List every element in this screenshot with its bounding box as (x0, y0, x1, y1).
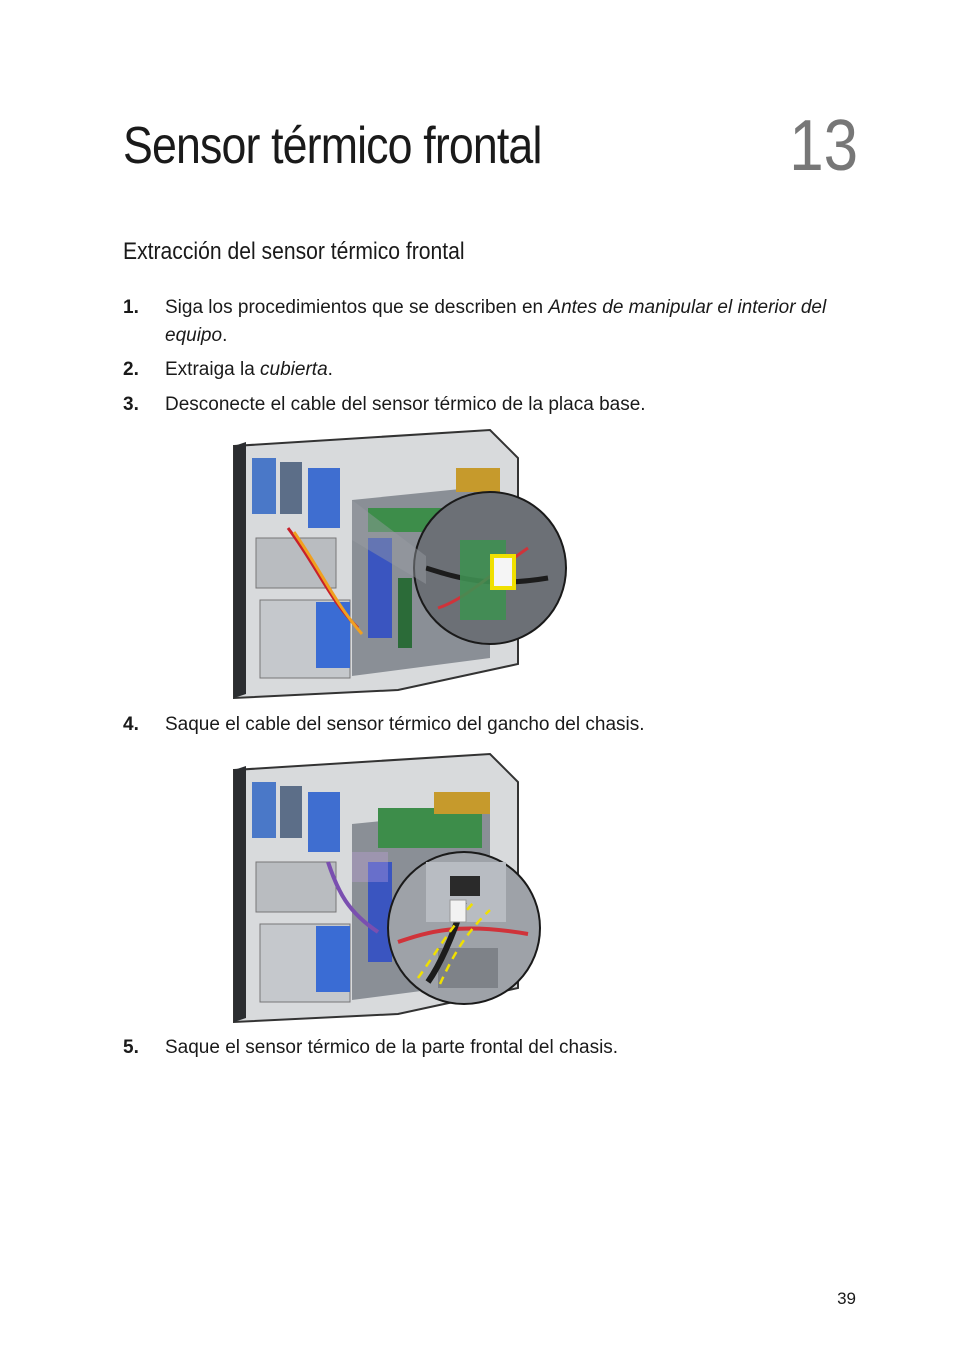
chapter-title: Sensor térmico frontal (123, 117, 542, 175)
step-number: 1. (123, 297, 139, 318)
step-number: 5. (123, 1037, 139, 1058)
step-2 (123, 356, 863, 384)
step-number: 2. (123, 359, 139, 380)
chapter-number: 13 (789, 106, 858, 186)
step-4 (123, 711, 863, 739)
step-5 (123, 1034, 863, 1062)
figure-release-cable-from-hook (228, 752, 568, 1024)
step-1 (123, 294, 863, 350)
step-3 (123, 391, 863, 419)
step-text: Saque el cable del sensor térmico del gancho del chasis. (165, 714, 645, 735)
step-text: Desconecte el cable del sensor térmico de la placa base. (165, 394, 646, 415)
step-text: Extraiga la cubierta. (165, 359, 333, 380)
step-number: 3. (123, 394, 139, 415)
cross-reference-link[interactable]: cubierta (260, 359, 328, 380)
step-text: Siga los procedimientos que se describen en Antes de manipular el interior del equipo. (165, 297, 827, 346)
cross-reference-link[interactable]: Antes de manipular el interior del equipo (165, 297, 827, 346)
step-text: Saque el sensor térmico de la parte frontal del chasis. (165, 1037, 619, 1058)
page-number: 39 (837, 1289, 856, 1308)
figure-disconnect-sensor-cable (228, 428, 568, 700)
step-number: 4. (123, 714, 139, 735)
section-heading: Extracción del sensor térmico frontal (123, 238, 465, 265)
